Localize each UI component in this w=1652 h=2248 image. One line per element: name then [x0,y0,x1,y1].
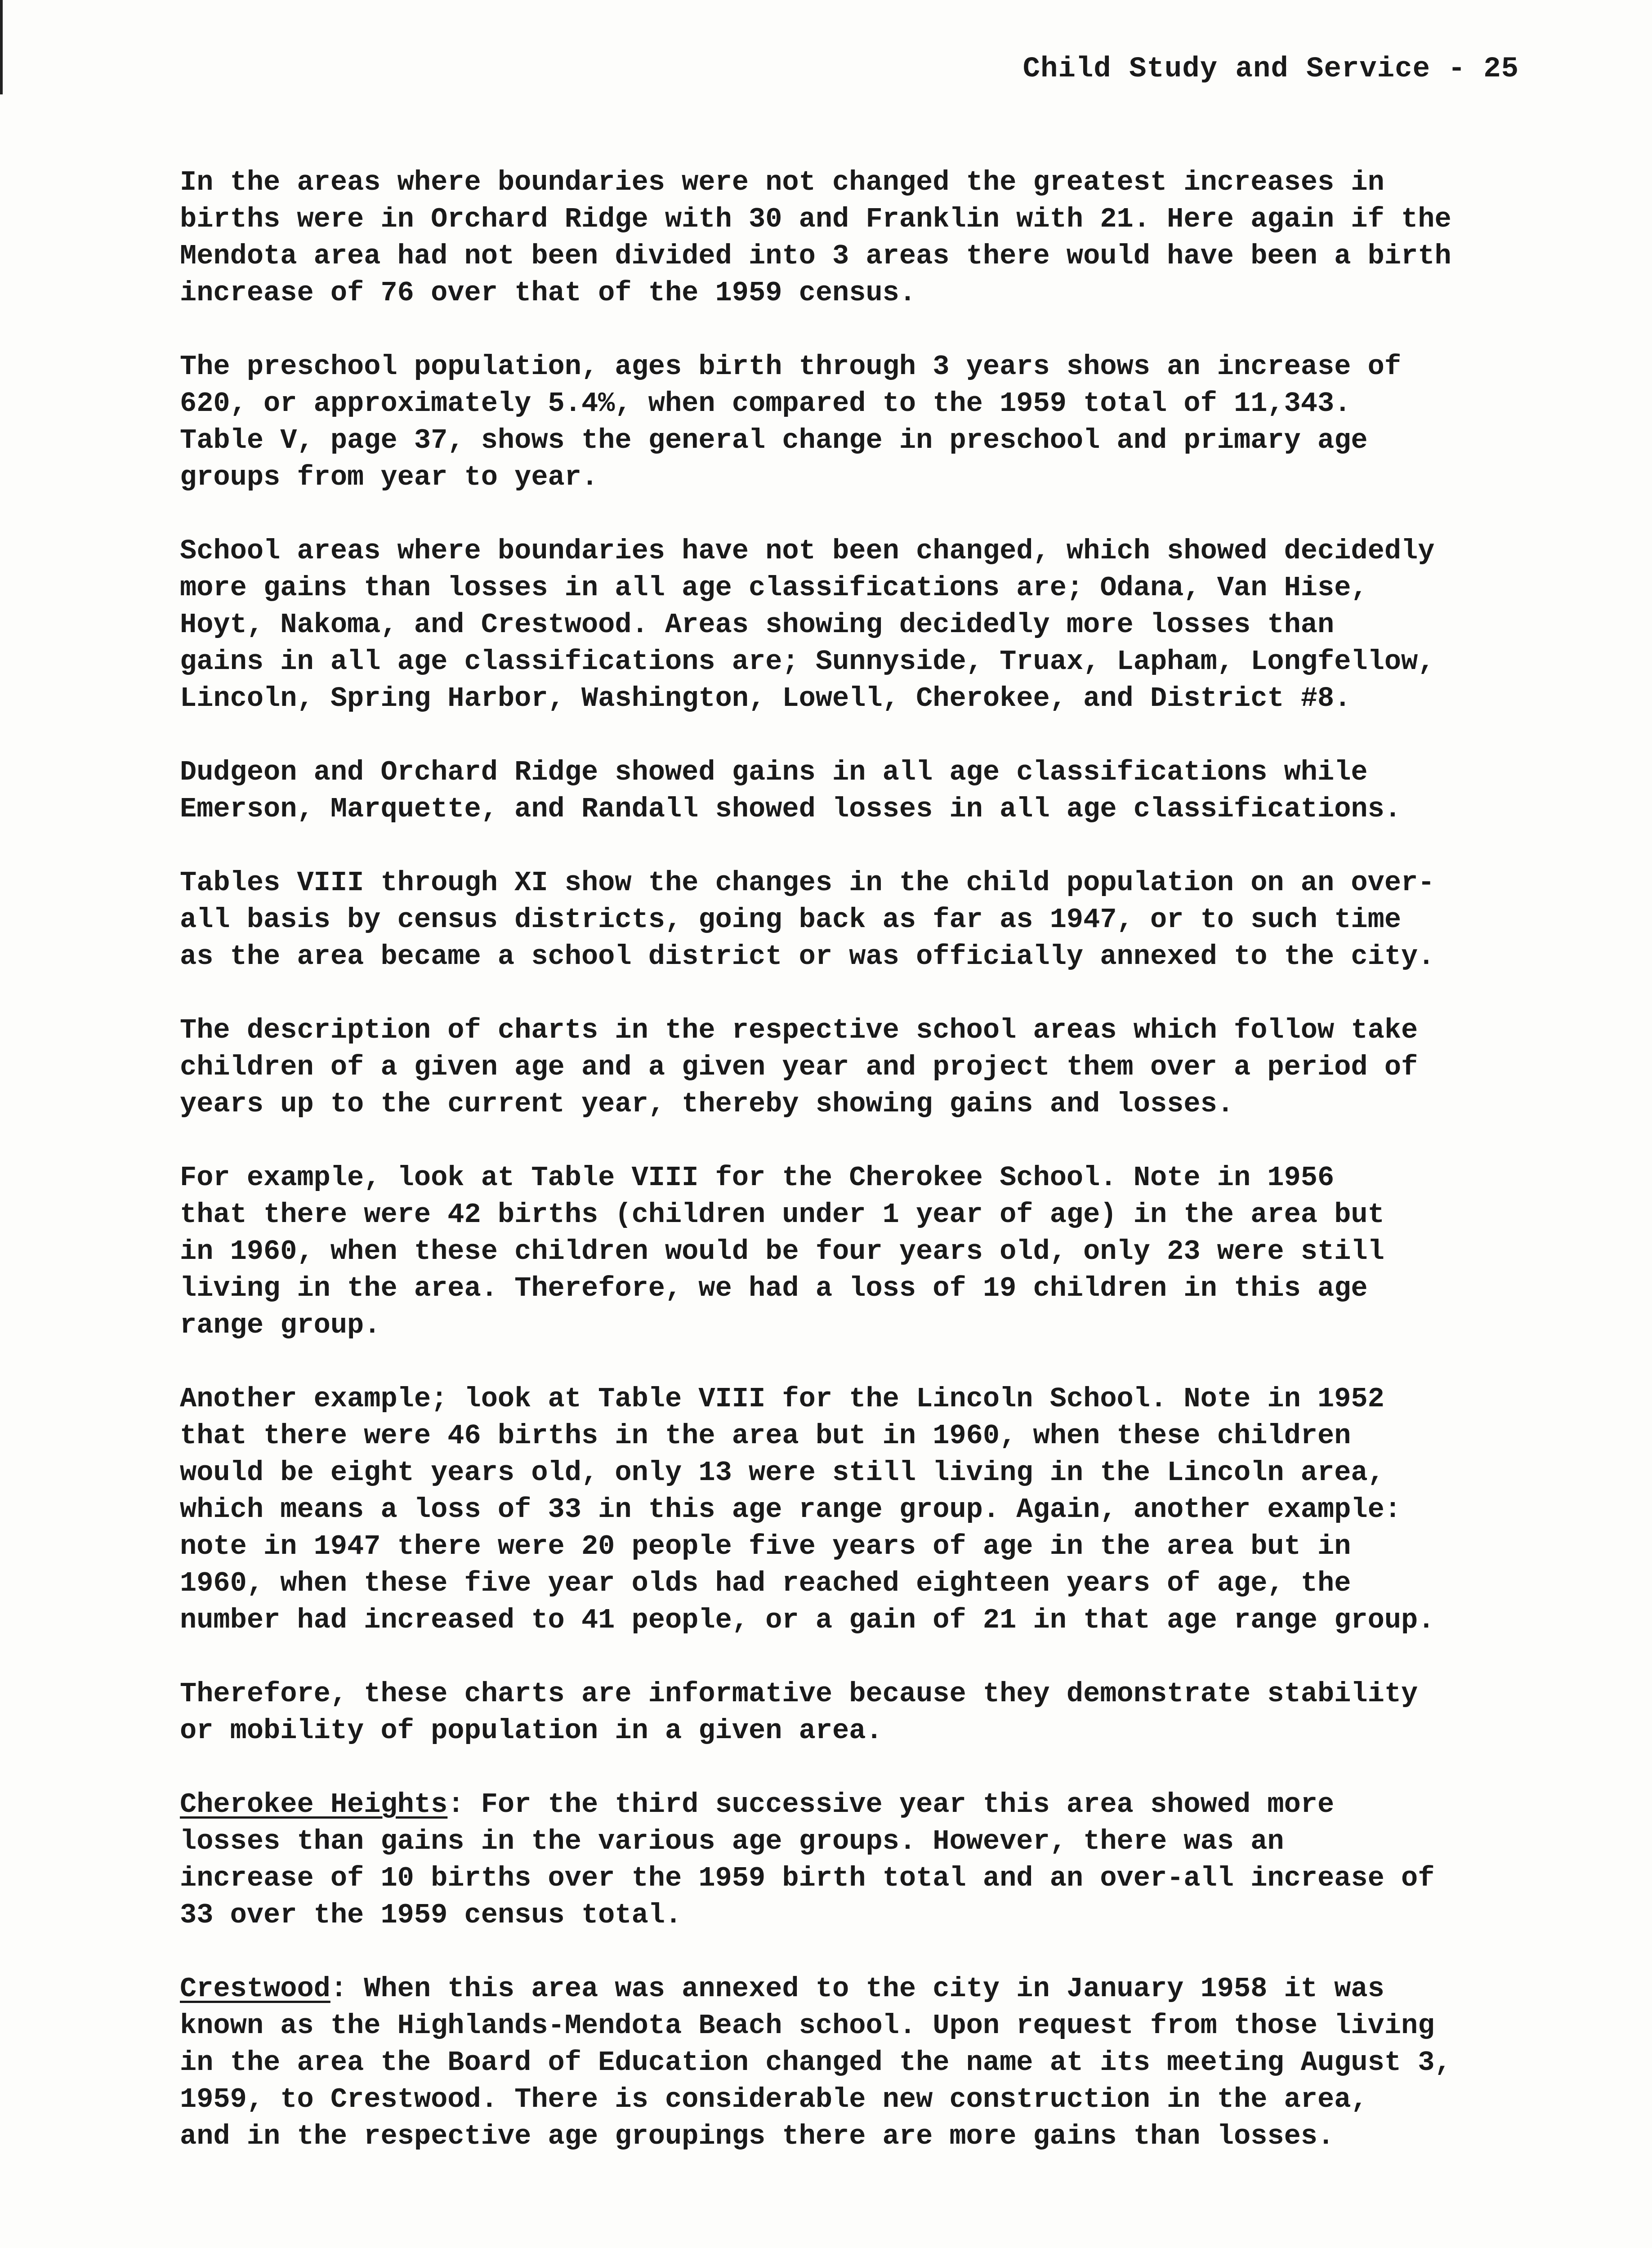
section-crestwood [180,1971,1574,2155]
paragraph-preschool-population: The preschool population, ages birth through 3 years shows an increase of 620, or approximately 5.4%, when compared to the 1959 total of 11,343. Table V, page 37, shows the general change in preschool and primary age groups from year to year. [180,351,1402,493]
paragraph-births-increases: In the areas where boundaries were not changed the greatest increases in births were in Orchard Ridge with 30 and Franklin with 21. Here again if the Mendota area had not been divided into 3 areas there would have been a birth increase of 76 over that of the 1959 census. [180,166,1451,309]
paragraph-cherokee-example: For example, look at Table VIII for the Cherokee School. Note in 1956 that there were 42 births (children under 1 year of age) in the area but in 1960, when these children would be four years old, only 23 were still living in the area. Therefore, we had a loss of 19 children in this age range group. [180,1162,1384,1341]
section-heading-cherokee-heights: Cherokee Heights [180,1789,448,1820]
running-header: Child Study and Service - 25 [1022,53,1519,85]
paragraph-charts-informative: Therefore, these charts are informative because they demonstrate stability or mobility of population in a given area. [180,1678,1418,1747]
paragraph-school-areas-gains-losses: School areas where boundaries have not been changed, which showed decidedly more gains than losses in all age classifications are; Odana, Van Hise, Hoyt, Nakoma, and Crestwood. Areas showing decidedly more losses than gains in all age classifications are; Sunnyside, Truax, Lapham, Longfellow, Lincoln, Spring Harbor, Washington, Lowell, Cherokee, and District #8. [180,535,1435,714]
document-body [180,164,1574,2192]
section-text-cherokee-heights: : For the third successive year this area showed more losses than gains in the various age groups. However, there was an increase of 10 births over the 1959 birth total and an over-all increase of 33 over the 1959 census total. [180,1789,1435,1931]
section-heading-crestwood: Crestwood [180,1973,330,2005]
section-text-crestwood: : When this area was annexed to the city in January 1958 it was known as the Highlands-Mendota Beach school. Upon request from those living in the area the Board of Education changed the name at its meeting August 3, 1959, to Crestwood. There is considerable new construction in the area, and in the respective age groupings there are more gains than losses. [180,1973,1451,2152]
scan-edge-mark [0,0,3,94]
paragraph-charts-description: The description of charts in the respective school areas which follow take children of a given age and a given year and project them over a period of years up to the current year, thereby showing gains and losses. [180,1014,1418,1120]
paragraph-lincoln-example: Another example; look at Table VIII for the Lincoln School. Note in 1952 that there were 46 births in the area but in 1960, when these children would be eight years old, only 13 were still living in the Lincoln area, which means a loss of 33 in this age range group. Again, another example: note in 1947 there were 20 people five years of age in the area but in 1960, when these five year olds had reached eighteen years of age, the number had increased to 41 people, or a gain of 21 in that age range group. [180,1383,1435,1636]
paragraph-dudgeon-orchard-ridge: Dudgeon and Orchard Ridge showed gains in all age classifications while Emerson, Marquette, and Randall showed losses in all age classifications. [180,756,1402,825]
paragraph-tables-viii-xi: Tables VIII through XI show the changes in the child population on an over- all basis by census districts, going back as far as 1947, or to such time as the area became a school district or was officially annexed to the city. [180,867,1435,972]
section-cherokee-heights [180,1786,1574,1934]
